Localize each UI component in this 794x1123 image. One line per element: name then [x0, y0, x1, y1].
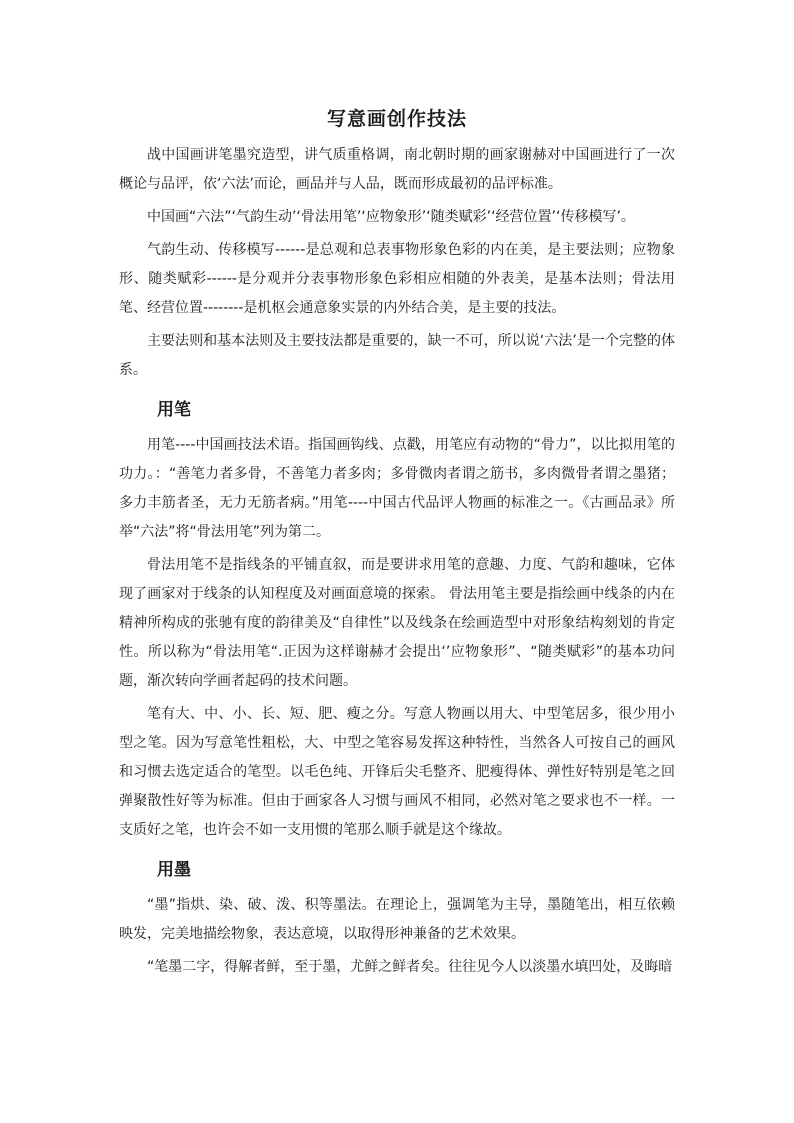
intro-paragraph: 战中国画讲笔墨究造型，讲气质重格调，南北朝时期的画家谢赫对中国画进行了一次概论与品评，依‘六法’而论，画品并与人品，既而形成最初的品评标准。 [119, 147, 675, 192]
document-body [119, 104, 675, 986]
brush-paragraph: 用笔----中国画技法术语。指国画钩线、点戳，用笔应有动物的“骨力”，以比拟用笔的功力。：“善笔力者多骨，不善笔力者多肉；多骨微肉者谓之筋书，多肉微骨者谓之墨猪；多力丰筋者圣，无力无筋者病。”用笔----中国古代品评人物画的标准之一。《古画品录》所举“六法”将“骨法用笔”列为第二。 [119, 437, 675, 540]
ink-paragraph: “墨”指烘、染、破、泼、积等墨法。在理论上，强调笔为主导，墨随笔出，相互依赖映发，完美地描绘物象，表达意境，以取得形神兼备的艺术效果。 [119, 897, 675, 942]
brush-paragraph: 笔有大、中、小、长、短、肥、瘦之分。写意人物画以用大、中型笔居多，很少用小型之笔。因为写意笔性粗松，大、中型之笔容易发挥这种特性，当然各人可按自己的画风和习惯去选定适合的笔型。以毛色纯、开锋后尖毛整齐、肥瘦得体、弹性好特别是笔之回弹聚散性好等为标准。但由于画家各人习惯与画风不相同，必然对笔之要求也不一样。一支质好之笔，也许会不如一支用惯的笔那么顺手就是这个缘故。 [119, 706, 675, 838]
intro-paragraph: 气韵生动、传移模写------是总观和总表事物形象色彩的内在美，是主要法则；应物象形、随类赋彩------是分观并分表事物形象色彩相应相随的外表美，是基本法则；骨法用笔、经营位置--------是机枢会通意象实景的内外结合美，是主要的技法。 [119, 242, 675, 316]
section-heading-brush: 用笔 [157, 400, 191, 420]
page-title: 写意画创作技法 [326, 108, 467, 130]
brush-paragraph: 骨法用笔不是指线条的平铺直叙，而是要讲求用笔的意趣、力度、气韵和趣味，它体现了画家对于线条的认知程度及对画面意境的探索。 骨法用笔主要是指绘画中线条的内在精神所构成的张驰有度的韵律美及“自律性”以及线条在绘画造型中对形象结构刻划的肯定性。所以称为“骨法用笔“.正因为这样谢赫才会提出‘’应物象形”、“随类赋彩”的基本功问题，渐次转向学画者起码的技术问题。 [119, 557, 675, 689]
section-heading-ink: 用墨 [157, 860, 191, 880]
ink-paragraph: “笔墨二字，得解者鲜，至于墨，尤鲜之鲜者矣。往往见今人以淡墨水填凹处，及晦暗 [147, 959, 673, 975]
intro-paragraph: 主要法则和基本法则及主要技法都是重要的，缺一不可，所以说‘六法’是一个完整的体系。 [119, 333, 675, 378]
intro-paragraph: 中国画“六法”‘气韵生动’‘骨法用笔’‘应物象形’‘随类赋彩’‘经营位置’‘传移模写’。 [147, 209, 635, 225]
